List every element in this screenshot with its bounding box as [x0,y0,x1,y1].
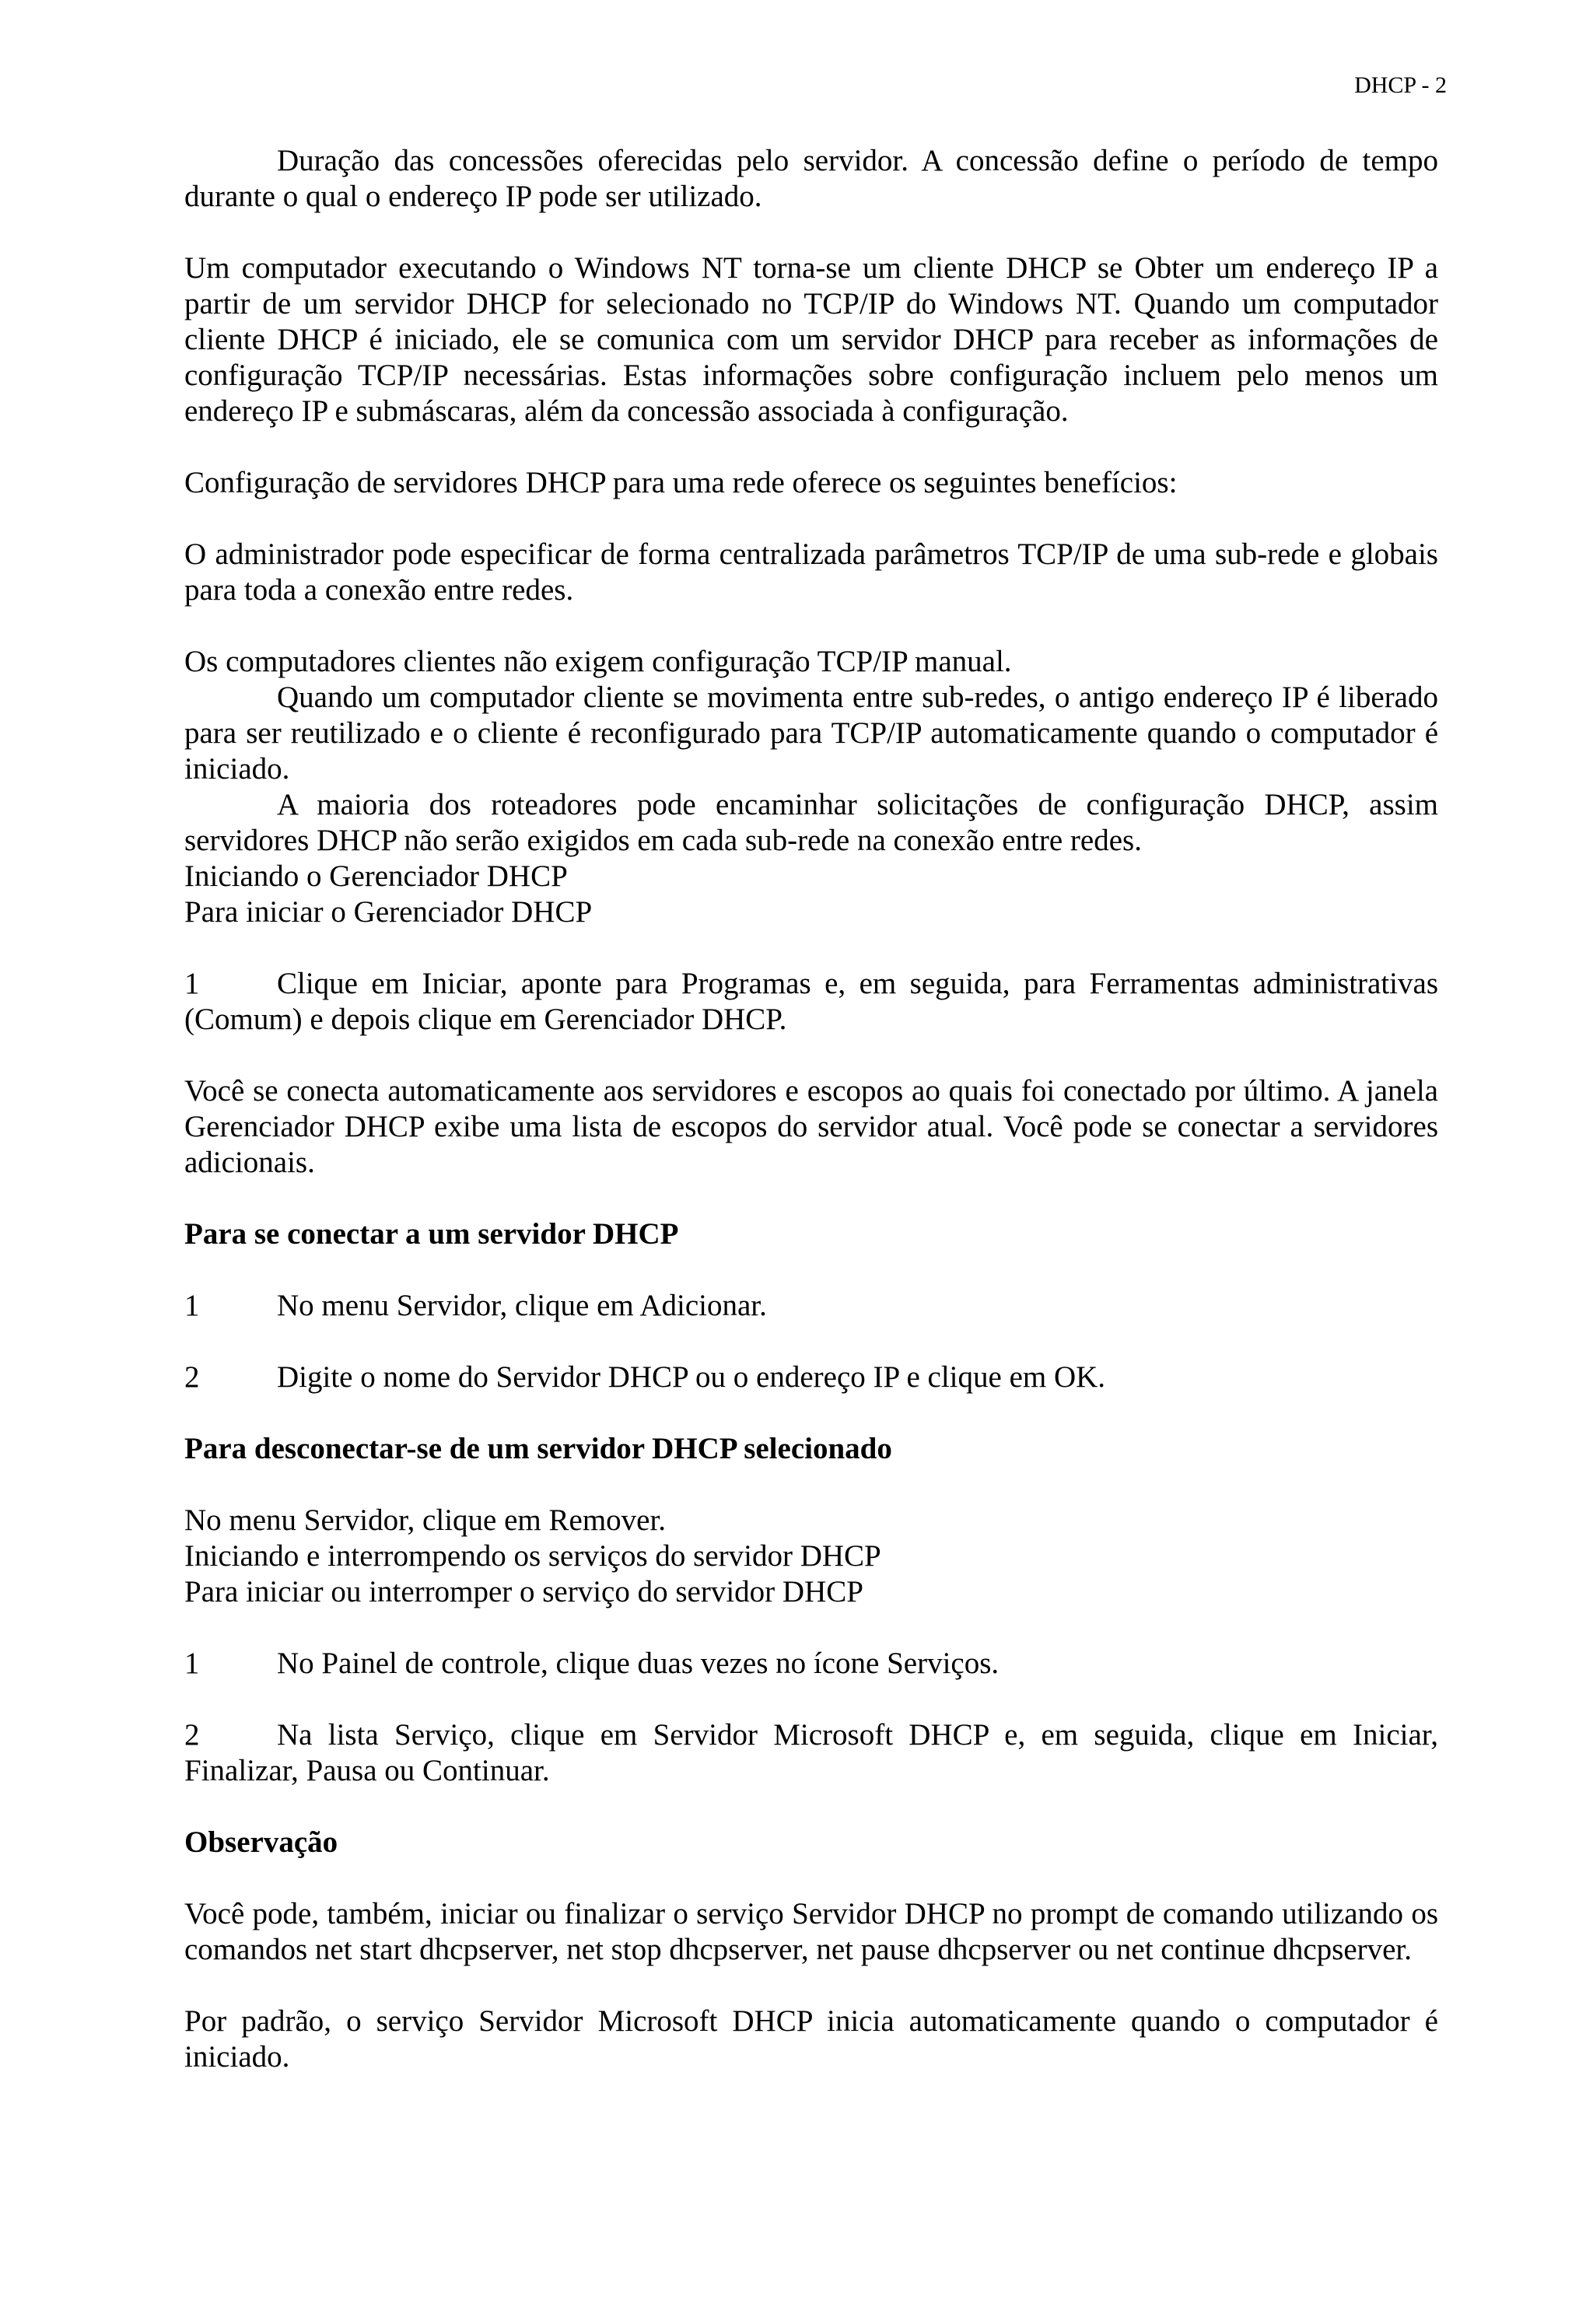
step-text: Na lista Serviço, clique em Servidor Microsoft DHCP e, em seguida, clique em Iniciar, Finalizar, Pausa ou Continuar. [184,1718,1438,1787]
heading-note: Observação [184,1825,338,1859]
step-text: Digite o nome do Servidor DHCP ou o endereço IP e clique em OK. [277,1360,1106,1394]
paragraph-windows-client: Um computador executando o Windows NT torna-se um cliente DHCP se Obter um endereço IP a partir de um servidor DHCP for selecionado no TCP/IP do Windows NT. Quando um computador cliente DHCP é iniciado, ele se comunica com um servidor DHCP para receber as informações de configuração TCP/IP necessárias. Estas informações sobre configuração incluem pelo menos um endereço IP e submáscaras, além da concessão associada à configuração. [184,251,1438,428]
line-to-start-manager: Para iniciar o Gerenciador DHCP [184,895,593,929]
paragraph-auto-connect: Você se conecta automaticamente aos servidores e escopos ao quais foi conectado por último. A janela Gerenciador DHCP exibe uma lista de escopos do servidor atual. Você pode se conectar a servidores adicionais. [184,1074,1438,1179]
step-connect-1 [184,1288,1438,1324]
line-start-stop-services: Iniciando e interrompendo os serviços do servidor DHCP [184,1539,881,1573]
line-starting-manager: Iniciando o Gerenciador DHCP [184,859,568,893]
step-service-2 [184,1717,1438,1789]
paragraph-no-manual-config: Os computadores clientes não exigem configuração TCP/IP manual. [184,645,1012,678]
step-number: 1 [184,1289,200,1322]
step-start-manager [184,966,1438,1038]
heading-disconnect-server: Para desconectar-se de um servidor DHCP selecionado [184,1432,892,1465]
page-body [184,143,1438,2075]
step-number: 1 [184,967,200,1000]
paragraph-admin-benefit: O administrador pode especificar de forma centralizada parâmetros TCP/IP de uma sub-rede e globais para toda a conexão entre redes. [184,537,1438,607]
paragraph-benefits-intro: Configuração de servidores DHCP para uma rede oferece os seguintes benefícios: [184,466,1178,499]
step-text: Clique em Iniciar, aponte para Programas e, em seguida, para Ferramentas administrativas (Comum) e depois clique em Gerenciador DHCP. [184,967,1438,1036]
step-text: No Painel de controle, clique duas vezes no ícone Serviços. [277,1647,1000,1680]
heading-connect-server: Para se conectar a um servidor DHCP [184,1217,679,1251]
page-header: DHCP - 2 [1354,72,1447,98]
step-text: No menu Servidor, clique em Adicionar. [277,1289,767,1322]
step-number: 2 [184,1718,200,1752]
paragraph-note-commands: Você pode, também, iniciar ou finalizar o serviço Servidor DHCP no prompt de comando utilizando os comandos net start dhcpserver, net stop dhcpserver, net pause dhcpserver ou net continue dhcpserver. [184,1897,1438,1966]
line-to-start-stop: Para iniciar ou interromper o serviço do servidor DHCP [184,1575,863,1608]
paragraph-routers: A maioria dos roteadores pode encaminhar solicitações de configuração DHCP, assim servidores DHCP não serão exigidos em cada sub-rede na conexão entre redes. [184,788,1438,857]
paragraph-moving-subnets: Quando um computador cliente se movimenta entre sub-redes, o antigo endereço IP é liberado para ser reutilizado e o cliente é reconfigurado para TCP/IP automaticamente quando o computador é iniciado. [184,681,1438,786]
step-number: 2 [184,1360,200,1394]
line-remove: No menu Servidor, clique em Remover. [184,1503,667,1537]
step-connect-2 [184,1360,1438,1395]
step-number: 1 [184,1647,200,1680]
paragraph-default-start: Por padrão, o serviço Servidor Microsoft DHCP inicia automaticamente quando o computador é iniciado. [184,2004,1438,2074]
step-service-1 [184,1646,1438,1682]
paragraph-lease-duration: Duração das concessões oferecidas pelo servidor. A concessão define o período de tempo durante o qual o endereço IP pode ser utilizado. [184,144,1438,213]
